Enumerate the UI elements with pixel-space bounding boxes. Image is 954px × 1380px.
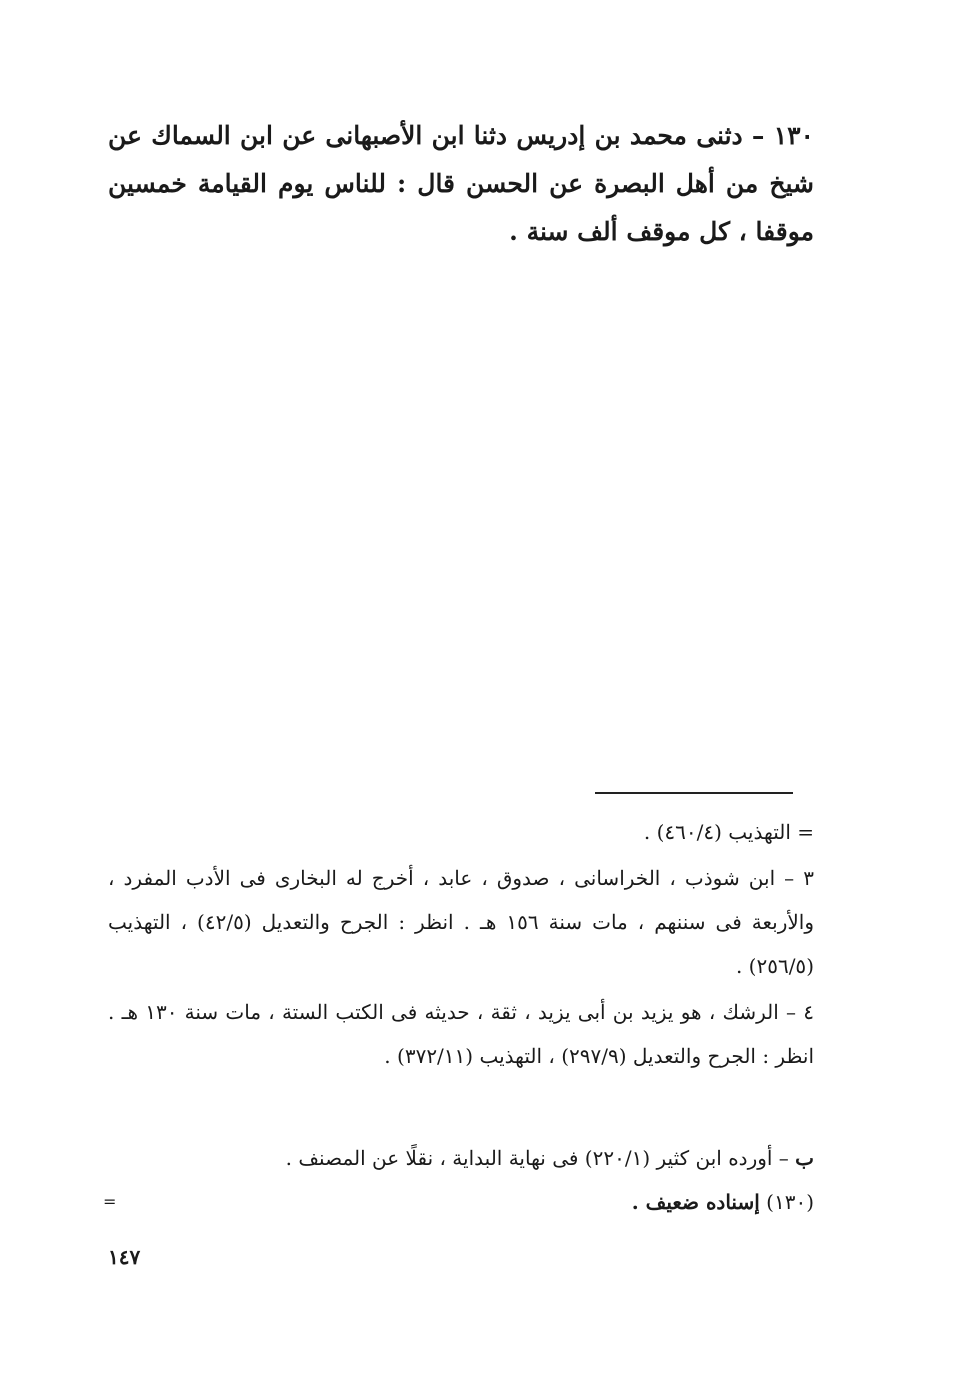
- isnad-grade-number: (١٣٠): [759, 1190, 814, 1214]
- footnote-4: ٤ – الرشك ، هو يزيد بن أبی يزيد ، ثقة ، حديثه فی الكتب الستة ، مات سنة ١٣٠ هـ . انظر : الجرح والتعديل (٢٩٧/٩) ، التهذيب (٣٧٢/١١) .: [108, 1000, 814, 1068]
- page-number: ١٤٧: [108, 1245, 141, 1269]
- equals-mark: =: [103, 1192, 117, 1211]
- main-hadith-paragraph: [108, 112, 814, 256]
- footnote-divider: [595, 792, 793, 794]
- footnote-continuation: = التهذيب (٤٦٠/٤) .: [643, 820, 814, 844]
- footnote-b: [108, 1136, 814, 1180]
- isnad-grade: [108, 1180, 872, 1224]
- isnad-grade-text: إسناده ضعيف .: [631, 1190, 760, 1214]
- footnote-b-text: – أورده ابن كثير (٢٢٠/١) فی نهاية البداية ، نقلًا عن المصنف .: [285, 1146, 796, 1170]
- hadith-text: – دثنی محمد بن إدريس دثنا ابن الأصبهانی عن ابن السماك عن شيخ من أهل البصرة عن الحسن قال : للناس يوم القيامة خمسين موقفا ، كل موقف ألف سنة .: [108, 121, 814, 246]
- footnote-3: ٣ – ابن شوذب ، الخراسانی ، صدوق ، عابد ، أخرج له البخاری فی الأدب المفرد ، والأربعة فی سننهم ، مات سنة ١٥٦ هـ . انظر : الجرح والتعديل (٤٢/٥) ، التهذيب (٢٥٦/٥) .: [108, 866, 814, 978]
- hadith-number: ١٣٠: [773, 121, 814, 150]
- footnote-b-letter: ب: [795, 1146, 814, 1170]
